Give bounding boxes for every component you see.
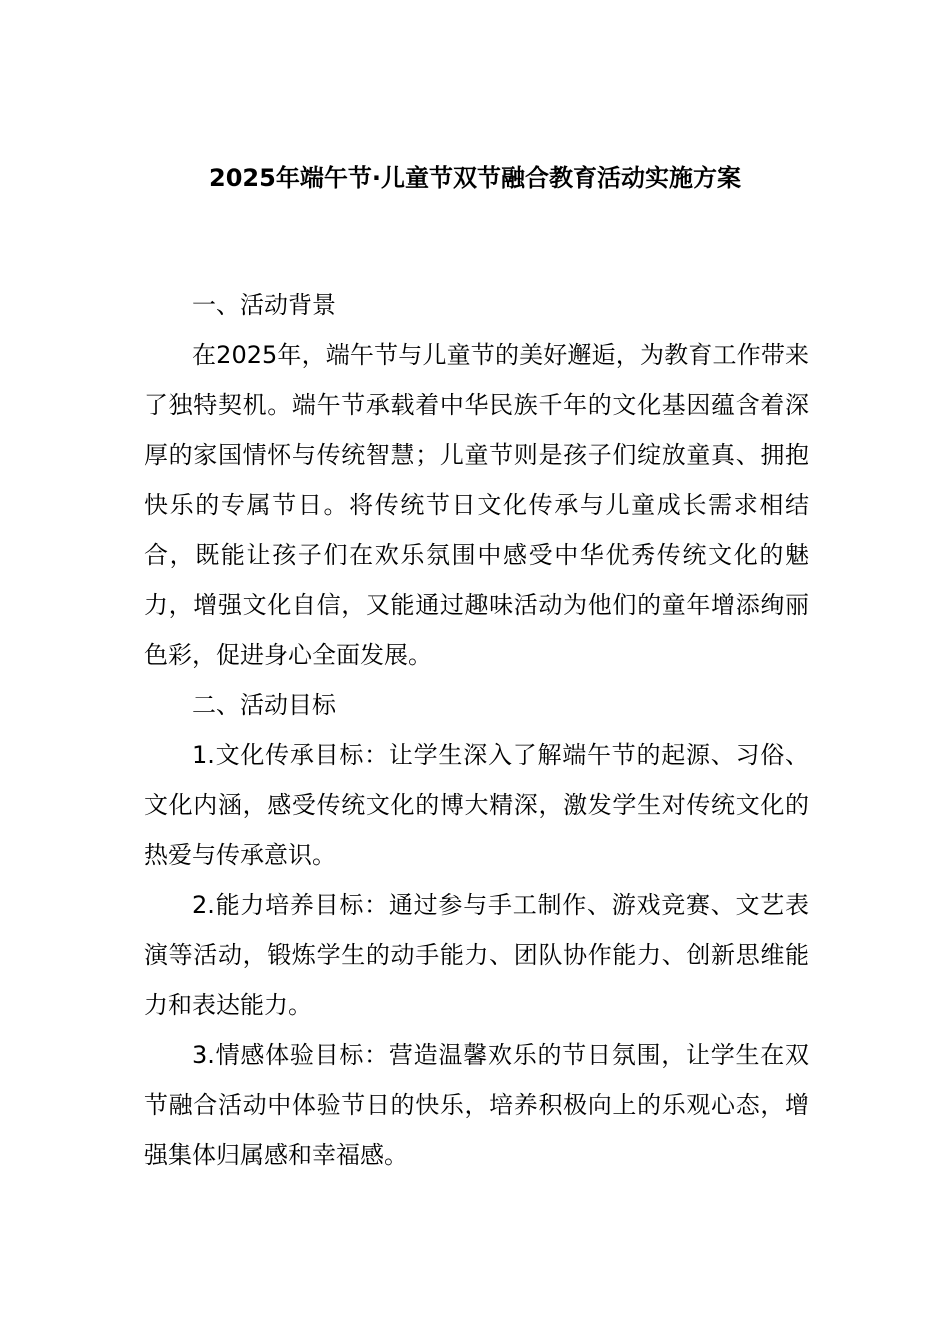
paragraph-goal-ability: 2.能力培养目标：通过参与手工制作、游戏竞赛、文艺表演等活动，锻炼学生的动手能力、团队协作能力、创新思维能力和表达能力。 xyxy=(144,891,809,1019)
document-body xyxy=(144,280,809,1180)
paragraph-background: 在2025年，端午节与儿童节的美好邂逅，为教育工作带来了独特契机。端午节承载着中华民族千年的文化基因蕴含着深厚的家国情怀与传统智慧；儿童节则是孩子们绽放童真、拥抱快乐的专属节日。将传统节日文化传承与儿童成长需求相结合，既能让孩子们在欢乐氛围中感受中华优秀传统文化的魅力，增强文化自信，又能通过趣味活动为他们的童年增添绚丽色彩，促进身心全面发展。 xyxy=(144,341,809,669)
section-heading-background: 一、活动背景 xyxy=(192,291,336,319)
paragraph-goal-emotion: 3.情感体验目标：营造温馨欢乐的节日氛围，让学生在双节融合活动中体验节日的快乐，培养积极向上的乐观心态，增强集体归属感和幸福感。 xyxy=(144,1041,809,1169)
section-heading-goals: 二、活动目标 xyxy=(192,691,336,719)
paragraph-goal-culture: 1.文化传承目标：让学生深入了解端午节的起源、习俗、文化内涵，感受传统文化的博大精深，激发学生对传统文化的热爱与传承意识。 xyxy=(144,741,809,869)
document-title: 2025年端午节·儿童节双节融合教育活动实施方案 xyxy=(209,164,741,192)
